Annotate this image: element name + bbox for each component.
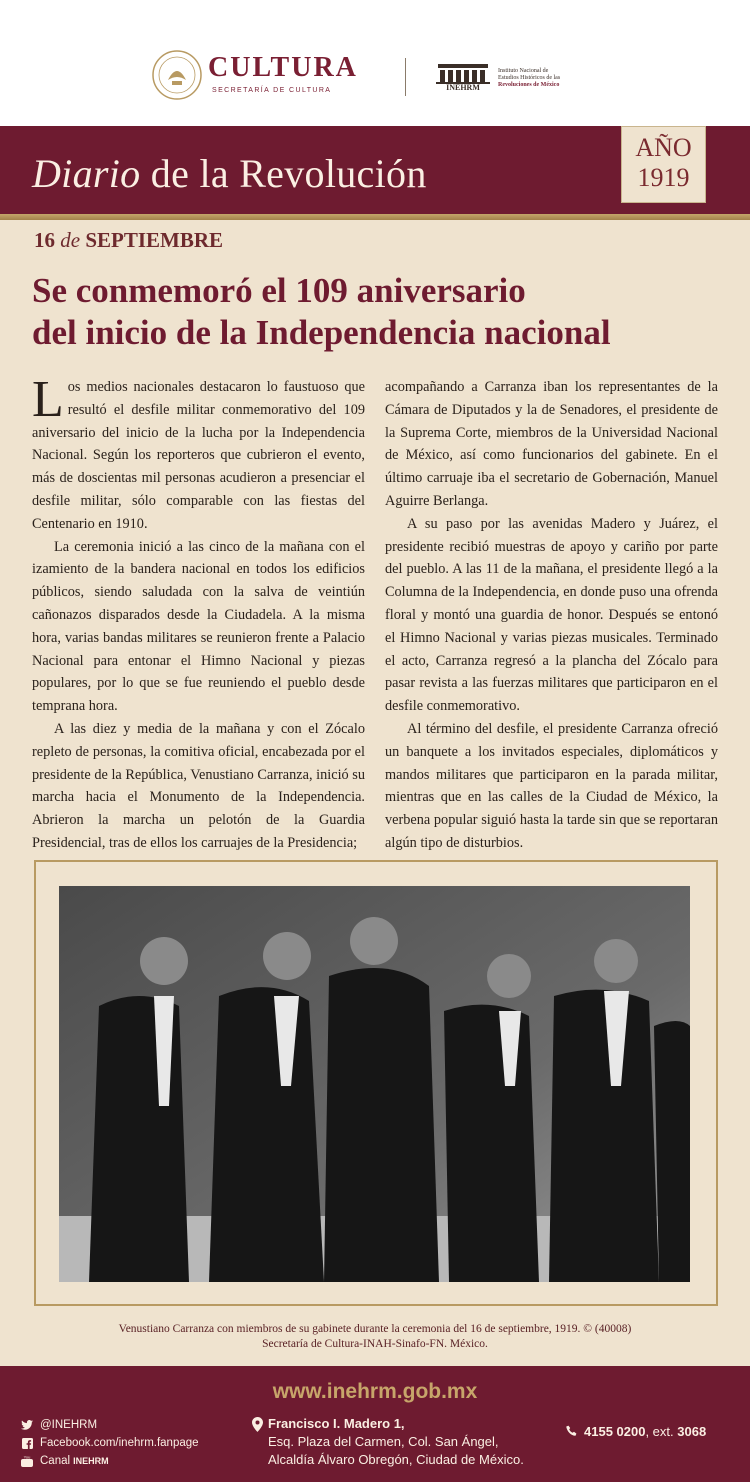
article-headline <box>32 270 732 354</box>
caption-line2: Secretaría de Cultura-INAH-Sinafo-FN. México. <box>262 1338 488 1350</box>
date-day: 16 <box>34 228 55 252</box>
date-de: de <box>60 228 81 252</box>
inehrm-full-name <box>498 68 588 89</box>
headline-line2: del inicio de la Independencia nacional <box>32 313 611 352</box>
inehrm-name-line3: Revoluciones de México <box>498 82 560 88</box>
address-line3: Alcaldía Álvaro Obregón, Ciudad de México. <box>268 1452 524 1467</box>
facebook-link[interactable] <box>20 1434 199 1452</box>
paragraph-1-text: os medios nacionales destacaron lo faustuoso que resultó el desfile militar conmemorativo del 109 aniversario del inicio de la lucha por la Independencia Nacional. Según los reporteros que cubrieron el evento, más de doscientas mil personas acudieron a presenciar el desfile militar, sólo comparable con las fiestas del Centenario en 1910. <box>32 379 365 532</box>
logo-divider <box>405 58 406 96</box>
headline-line1: Se conmemoró el 109 aniversario <box>32 271 526 310</box>
phone-icon <box>566 1425 578 1437</box>
facebook-icon <box>20 1438 34 1449</box>
year-label: AÑO <box>635 133 692 162</box>
phone-block <box>566 1424 706 1439</box>
photo-caption <box>30 1322 720 1352</box>
drop-cap: L <box>32 371 64 428</box>
youtube-prefix: Canal <box>40 1455 71 1467</box>
paragraph-3: A las diez y media de la mañana y con el Zócalo repleto de personas, la comitiva oficial, encabezada por el presidente de la República, Venustiano Carranza, inició su marcha hacia el Monumento de la Independencia. Abrieron la marcha un pelotón de la Guardia Presidencial, tras de ellos los carruajes de la Presidencia; <box>32 720 365 851</box>
year-value: 1919 <box>637 163 690 192</box>
paragraph-4: acompañando a Carranza iban los representantes de la Cámara de Diputados y la de Senadores, el presidente de la Suprema Corte, miembros de la Universidad Nacional de México, así como funcionarios del gabinete. En el último carruaje iba el secretario de Gobernación, Manuel Aguirre Berlanga. <box>385 379 718 509</box>
location-pin-icon <box>252 1417 263 1437</box>
inehrm-name-line1: Instituto Nacional de <box>498 68 549 74</box>
cultura-subtitle: SECRETARÍA DE CULTURA <box>212 87 332 94</box>
twitter-link[interactable] <box>20 1416 199 1434</box>
article-column-right <box>385 376 718 855</box>
publication-title-rest: de la Revolución <box>140 151 427 196</box>
paragraph-6: Al término del desfile, el presidente Carranza ofreció un banquete a los invitados especiales, diplomáticos y mandos militares que participaron en la parada militar, mientras que en las calles de la Ciudad de México, la verbena popular siguió hasta la tarde sin que se reportaran algún tipo de disturbios. <box>385 720 718 851</box>
footer <box>0 1366 750 1482</box>
phone-ext: 3068 <box>677 1424 707 1439</box>
inehrm-acronym: INEHRM <box>446 83 480 90</box>
twitter-handle: @INEHRM <box>40 1419 98 1431</box>
svg-text:You: You <box>23 1455 31 1460</box>
article-body <box>32 371 718 855</box>
youtube-icon <box>20 1455 34 1467</box>
address-line2: Esq. Plaza del Carmen, Col. San Ángel, <box>268 1434 499 1449</box>
inehrm-name-line2: Estudios Históricos de las <box>498 75 561 81</box>
article-column-left <box>32 371 365 855</box>
article-date <box>34 228 223 253</box>
address-line1: Francisco I. Madero 1, <box>268 1416 405 1431</box>
phone-number[interactable]: 4155 0200 <box>584 1424 646 1439</box>
cultura-logo-text: CULTURA <box>208 52 358 83</box>
twitter-icon <box>20 1420 34 1430</box>
inehrm-building-icon <box>434 60 492 90</box>
caption-line1: Venustiano Carranza con miembros de su gabinete durante la ceremonia del 16 de septiembre, 1919. © (40008) <box>118 1323 632 1335</box>
date-month: SEPTIEMBRE <box>85 228 224 252</box>
publication-title-italic: Diario <box>32 151 141 196</box>
paragraph-5: A su paso por las avenidas Madero y Juárez, el presidente recibió muestras de apoyo y cariño por parte del pueblo. A las 11 de la mañana, el presidente llegó a la Columna de la Independencia, en donde puso una ofrenda floral y montó una guardia de honor. Después se entonó el Himno Nacional y varias piezas musicales. Terminado el acto, Carranza regresó a la plancha del Zócalo para pasar revista a las fuerzas militares que participaron en el desfile conmemorativo. <box>385 515 718 715</box>
historical-photograph <box>59 886 690 1282</box>
youtube-link[interactable] <box>20 1452 199 1470</box>
mexico-seal-icon <box>150 48 204 102</box>
website-link[interactable]: www.inehrm.gob.mx <box>272 1380 478 1403</box>
address-block <box>252 1415 524 1469</box>
year-box <box>621 126 706 203</box>
social-links <box>20 1416 199 1470</box>
header-logos <box>0 0 750 126</box>
paragraph-2: La ceremonia inició a las cinco de la mañana con el izamiento de la bandera nacional en todos los edificios públicos, siendo saludada con la salva de veintiún cañonazos disparados desde la Ciudadela. A la misma hora, varias bandas militares se reunieron frente a Palacio Nacional para entonar el Himno Nacional y piezas populares, por lo que se fue reuniendo el pueblo desde temprana hora. <box>32 538 365 715</box>
gold-divider <box>0 214 750 220</box>
youtube-channel: INEHRM <box>73 1456 109 1466</box>
facebook-url: Facebook.com/inehrm.fanpage <box>40 1437 199 1449</box>
publication-title <box>32 150 427 197</box>
ext-label: , ext. <box>645 1424 678 1439</box>
paragraph-1 <box>32 371 365 536</box>
